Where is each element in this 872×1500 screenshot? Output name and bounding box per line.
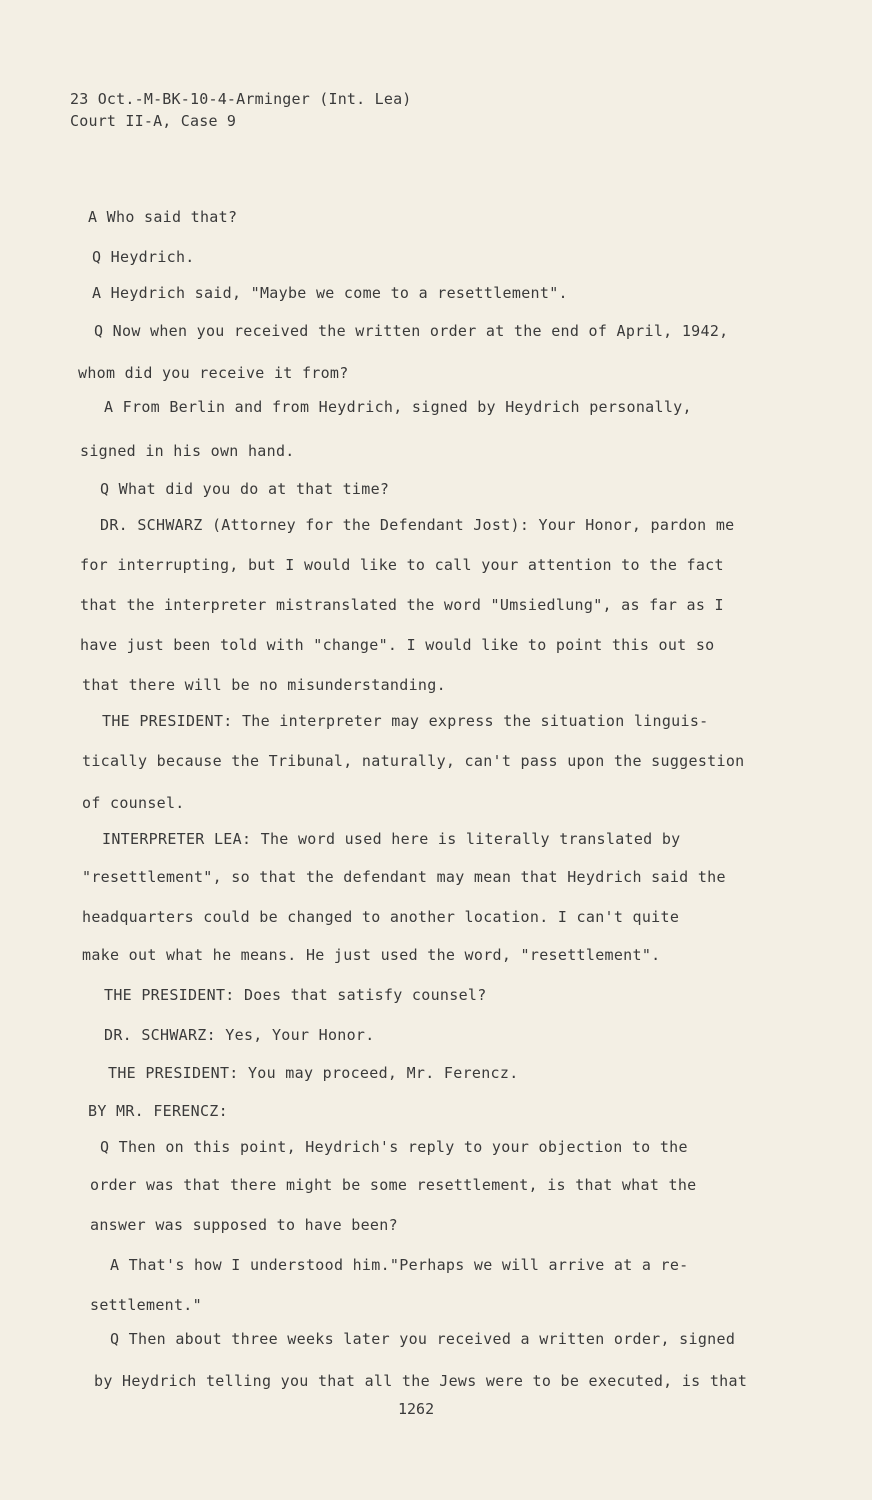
transcript-line: THE PRESIDENT: You may proceed, Mr. Ferencz. [108, 1064, 519, 1082]
transcript-line: THE PRESIDENT: Does that satisfy counsel? [104, 986, 487, 1004]
transcript-line: BY MR. FERENCZ: [88, 1102, 228, 1120]
transcript-line: Q Then on this point, Heydrich's reply to your objection to the [100, 1138, 688, 1156]
transcript-line: for interrupting, but I would like to call your attention to the fact [80, 556, 724, 574]
document-header [70, 88, 412, 132]
transcript-line: Q Then about three weeks later you received a written order, signed [110, 1330, 736, 1348]
transcript-line: that there will be no misunderstanding. [82, 676, 446, 694]
transcript-line: settlement." [90, 1296, 202, 1314]
transcript-line: answer was supposed to have been? [90, 1216, 398, 1234]
transcript-line: that the interpreter mistranslated the word "Umsiedlung", as far as I [80, 596, 724, 614]
transcript-line: A Who said that? [88, 208, 238, 226]
transcript-line: tically because the Tribunal, naturally, can't pass upon the suggestion [82, 752, 745, 770]
transcript-line: whom did you receive it from? [78, 364, 349, 382]
transcript-line: order was that there might be some resettlement, is that what the [90, 1176, 697, 1194]
transcript-line: "resettlement", so that the defendant may mean that Heydrich said the [82, 868, 726, 886]
transcript-line: INTERPRETER LEA: The word used here is literally translated by [102, 830, 681, 848]
transcript-line: have just been told with "change". I would like to point this out so [80, 636, 715, 654]
transcript-line: THE PRESIDENT: The interpreter may express the situation linguis- [102, 712, 709, 730]
transcript-line: DR. SCHWARZ (Attorney for the Defendant Jost): Your Honor, pardon me [100, 516, 735, 534]
transcript-line: A From Berlin and from Heydrich, signed by Heydrich personally, [104, 398, 692, 416]
transcript-line: Q Now when you received the written order at the end of April, 1942, [94, 322, 729, 340]
transcript-line: headquarters could be changed to another location. I can't quite [82, 908, 680, 926]
transcript-line: A Heydrich said, "Maybe we come to a resettlement". [92, 284, 568, 302]
transcript-line: of counsel. [82, 794, 185, 812]
transcript-line: DR. SCHWARZ: Yes, Your Honor. [104, 1026, 375, 1044]
header-line-2: Court II-A, Case 9 [70, 112, 237, 130]
transcript-line: A That's how I understood him."Perhaps we will arrive at a re- [110, 1256, 689, 1274]
transcript-line: by Heydrich telling you that all the Jews were to be executed, is that [94, 1372, 748, 1390]
transcript-line: make out what he means. He just used the word, "resettlement". [82, 946, 661, 964]
header-line-1: 23 Oct.-M-BK-10-4-Arminger (Int. Lea) [70, 90, 412, 108]
transcript-line: Q Heydrich. [92, 248, 195, 266]
page-number: 1262 [398, 1400, 435, 1418]
transcript-line: signed in his own hand. [80, 442, 295, 460]
transcript-line: Q What did you do at that time? [100, 480, 390, 498]
